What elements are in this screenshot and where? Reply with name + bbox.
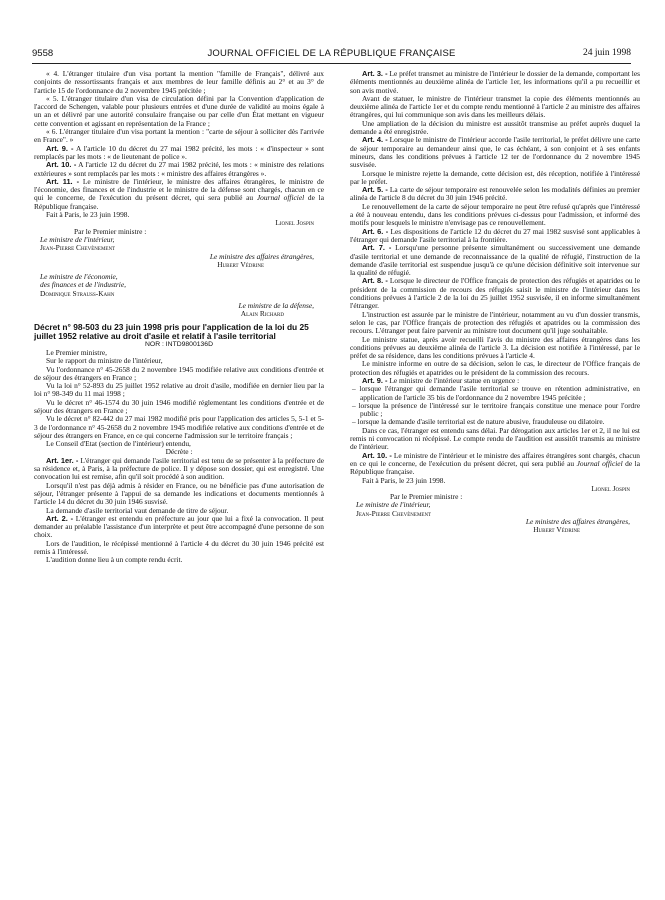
journal-reference: Journal officiel — [576, 458, 623, 468]
par-le-premier-ministre: Par le Premier ministre : — [74, 226, 147, 236]
issue-date: 24 juin 1998 — [582, 48, 631, 58]
article-label: Art. 10. - — [46, 160, 77, 170]
paragraph: « 4. L'étranger titulaire d'un visa portant la mention "famille de Français", délivré aux conjoints de ressortissants français et aux membres de leur famille définis au 2° et au 3° de l'article 15 de l'ordonnance du 2 novembre 1945 précitée ; — [34, 69, 324, 95]
article-6 — [350, 228, 640, 245]
article-label: Art. 2. - — [46, 513, 74, 523]
paragraph: La demande d'asile territorial vaut demande de titre de séjour. — [46, 505, 229, 515]
article-label: Art. 1er. - — [46, 455, 79, 465]
paragraph: Dans ce cas, l'étranger est entendu sans délai. Par dérogation aux articles 1er et 2, il ne lui est remis ni convocation ni récépissé. Le compte rendu de l'audition est aussitôt transmis au ministre de l'intérieur. — [350, 425, 640, 452]
minister-defense-name: Alain Richard — [240, 309, 284, 319]
paragraph: Avant de statuer, le ministre de l'intérieur transmet la copie des éléments mentionnés au deuxième alinéa de l'article 1er et du compte rendu mentionné à l'article 2 au ministre des affaires étrangères, qui lui communique son avis dans les meilleurs délais. — [350, 93, 640, 120]
signature-prime-minister: Lionel Jospin — [591, 483, 630, 493]
article-10 — [34, 161, 324, 178]
article-label: Art. 8. - — [362, 276, 388, 286]
article-text: de la République française. — [34, 193, 324, 211]
article-10 — [350, 452, 640, 477]
decrete-heading: Décrète : — [165, 447, 193, 457]
minister-interior-title: Le ministre de l'intérieur, — [356, 500, 431, 510]
article-11 — [34, 178, 324, 211]
article-text: de la République française. — [350, 458, 640, 477]
minister-interior-name: Jean-Pierre Chevènement — [356, 508, 432, 518]
minister-interior-name: Jean-Pierre Chevènement — [40, 243, 116, 253]
article-7 — [350, 244, 640, 277]
article-text: Lorsque le ministre de l'intérieur accorde l'asile territorial, le préfet délivre une carte de séjour temporaire au demandeur ainsi que, le cas échéant, à son conjoint et à ses enfants mineurs, dans les conditions prévues à l'article 12 ter de l'ordonnance du 2 novembre 1945 susvisée. — [350, 135, 640, 170]
paragraph: L'instruction est assurée par le ministre de l'intérieur, notamment au vu d'un dossier transmis, selon le cas, par l'Office français de protection des réfugiés et apatrides ou la commission des recours. L'étranger peut faire parvenir au ministre tout document qu'il juge souhaitable. — [350, 309, 640, 336]
list-item: – lorsque la présence de l'intéressé sur le territoire français constitue une menace pour l'ordre public ; — [352, 400, 640, 419]
article-text: A l'article 12 du décret du 27 mai 1982 précité, les mots : « ministre des relations extérieures » sont remplacés par les mots : « ministre des affaires étrangères ». — [34, 160, 325, 178]
left-column — [34, 70, 324, 565]
article-label: Art. 4. - — [362, 135, 388, 145]
paragraph: Lors de l'audition, le récépissé mentionné à l'article 4 du décret du 30 juin 1946 précité est remis à l'intéressé. — [34, 538, 324, 557]
journal-title: JOURNAL OFFICIEL DE LA RÉPUBLIQUE FRANÇAISE — [207, 48, 456, 59]
minister-foreign-name: Hubert Védrine — [217, 259, 264, 269]
paragraph: « 5. L'étranger titulaire d'un visa de circulation défini par la Convention d'application de l'accord de Schengen, valable pour plusieurs entrées et d'une durée de validité au moins égale à un an et délivré par une autorité consulaire française ou par celle d'un État mettant en vigueur cette convention et agissant en représentation de la France ; — [34, 93, 324, 128]
minister-interior-title: Le ministre de l'intérieur, — [40, 234, 115, 244]
paragraph: Lorsqu'il n'est pas déjà admis à résider en France, ou ne bénéficie pas d'une autorisation de séjour, l'étranger présente à l'appui de sa demande les indications et documents mentionnés à l'article 14 du décret du 30 juin 1946 susvisé. — [34, 480, 324, 507]
article-text: L'étranger qui demande l'asile territorial est tenu de se présenter à la préfecture de sa résidence et, à Paris, à la préfecture de police. Il y dépose son dossier, qui est enregistré. Une convocation lui est remise, afin qu'il soit procédé à son audition. — [34, 455, 324, 482]
article-text: Lorsque le directeur de l'Office français de protection des réfugiés et apatrides ou le président de la commission de recours des réfugiés saisit le ministre de l'intérieur dans les conditions prévues à l'article 2 de la loi du 25 juillet 1952 susvisée, il en informe simultanément l'étranger. — [350, 276, 640, 311]
list-item: – lorsque la demande d'asile territorial est de nature abusive, frauduleuse ou dilatoire. — [352, 417, 605, 427]
article-label: Art. 7. - — [362, 243, 392, 253]
paragraph: Le Premier ministre, — [46, 347, 107, 357]
article-label: Art. 9. - — [46, 143, 74, 153]
article-label: Art. 11. - — [46, 176, 80, 186]
paragraph: L'audition donne lieu à un compte rendu écrit. — [46, 555, 183, 565]
nor-reference: NOR : INTD9800136D — [145, 340, 213, 348]
paragraph: Vu le décret n° 46-1574 du 30 juin 1946 modifié réglementant les conditions d'entrée et de séjour des étrangers en France ; — [34, 397, 324, 415]
article-label: Art. 10. - — [362, 450, 392, 460]
header-rule — [32, 63, 631, 64]
list-item: – lorsque l'étranger qui demande l'asile territorial se trouve en rétention administrative, en application de l'article 35 bis de l'ordonnance du 2 novembre 1945 précitée ; — [352, 384, 640, 402]
page-header — [32, 48, 631, 62]
paragraph: « 6. L'étranger titulaire d'un visa portant la mention : "carte de séjour à solliciter dès l'arrivée en France". » — [34, 127, 324, 145]
article-4 — [350, 136, 640, 169]
article-text: La carte de séjour temporaire est renouvelée selon les modalités définies au premier alinéa de l'article 8 du décret du 30 juin 1946 précité. — [350, 185, 640, 203]
fait-a-paris: Fait à Paris, le 23 juin 1998. — [46, 210, 130, 220]
par-le-premier-ministre: Par le Premier ministre : — [390, 492, 463, 502]
signature-prime-minister: Lionel Jospin — [275, 218, 314, 228]
paragraph: Lorsque le ministre rejette la demande, cette décision est, dès réception, notifiée à l'intéressé par le préfet. — [350, 168, 640, 186]
page-number: 9558 — [32, 48, 54, 59]
minister-foreign-name: Hubert Védrine — [533, 525, 580, 535]
article-text: Le préfet transmet au ministre de l'intérieur le dossier de la demande, comportant les éléments mentionnés au deuxième alinéa de l'article 1er, les informations qu'il a pu recueillir et son avis motivé. — [350, 69, 640, 95]
article-label: Art. 9. - — [362, 375, 388, 385]
paragraph: Vu la loi n° 52-893 du 25 juillet 1952 relative au droit d'asile, modifiée en dernier lieu par la loi n° 98-349 du 11 mai 1998 ; — [34, 381, 324, 399]
journal-reference: Journal officiel — [256, 193, 305, 203]
article-text: Le ministre de l'intérieur et le ministre des affaires étrangères sont chargés, chacun en ce qui le concerne, de l'exécution du présent décret, qui sera publié au — [350, 450, 640, 468]
paragraph: Le Conseil d'Etat (section de l'intérieur) entendu, — [46, 439, 191, 449]
article-text: L'étranger est entendu en préfecture au jour que lui a fixé la convocation. Il peut demander au préalable l'assistance d'un interprète et peut être accompagné d'une personne de son choix. — [34, 513, 324, 540]
fait-a-paris: Fait à Paris, le 23 juin 1998. — [362, 475, 446, 485]
minister-foreign-title: Le ministre des affaires étrangères, — [209, 251, 314, 261]
article-text: Le ministre de l'intérieur, le ministre des affaires étrangères, le ministre de l'économie, des finances et de l'industrie et le ministre de la défense sont chargés, chacun en ce qui le concerne, de l'exécution du présent décret, qui sera publié au — [34, 176, 324, 203]
article-text: A l'article 10 du décret du 27 mai 1982 précité, les mots : « d'inspecteur » sont remplacés par les mots : « de lieutenant de police ». — [34, 143, 325, 161]
paragraph: Le ministre statue, après avoir recueilli l'avis du ministre des affaires étrangères dans les conditions prévues au deuxième alinéa de l'article 3. La décision est notifiée à l'intéressé, par le préfet de sa résidence, dans les conditions prévues à l'article 4. — [350, 334, 640, 361]
paragraph: Une ampliation de la décision du ministre est aussitôt transmise au préfet auprès duquel la demande a été enregistrée. — [350, 118, 640, 137]
article-label: Art. 3. - — [362, 69, 388, 78]
article-text: Lorsqu'une personne présente simultanément ou successivement une demande d'asile territorial et une demande de reconnaissance de la qualité de réfugié, l'instruction de la demande d'asile territorial est suspendue jusqu'à ce qu'une décision définitive soit intervenue sur la qualité de réfugié. — [350, 243, 640, 278]
paragraph: Sur le rapport du ministre de l'intérieur, — [46, 356, 163, 366]
article-9 — [34, 145, 324, 162]
article-text: Les dispositions de l'article 12 du décret du 27 mai 1982 susvisé sont applicables à l'étranger qui demande l'asile territorial à la frontière. — [350, 226, 641, 244]
minister-economy-title: des finances et de l'industrie, — [40, 280, 126, 290]
paragraph: Vu le décret n° 82-442 du 27 mai 1982 modifié pris pour l'application des articles 5, 5-1 et 5-3 de l'ordonnance n° 45-2658 du 2 novembre 1945 modifiée relative aux conditions d'entrée et de séjour des étrangers en France, en ce qui concerne l'admission sur le territoire français ; — [34, 414, 324, 440]
decree-title: Décret n° 98-503 du 23 juin 1998 pris pour l'application de la loi du 25 juillet 1952 relative au droit d'asile et relatif à l'asile territorial — [34, 321, 309, 341]
paragraph: Le renouvellement de la carte de séjour temporaire ne peut être refusé qu'après que l'intéressé a été à nouveau entendu, dans les conditions prévues ci-dessus pour l'admission, et informé des motifs pour lesquels le ministre n'envisage pas ce renouvellement. — [350, 201, 640, 228]
article-label: Art. 6. - — [362, 226, 389, 236]
article-1 — [34, 457, 324, 482]
article-3 — [350, 70, 640, 95]
article-8 — [350, 277, 640, 310]
article-5 — [350, 186, 640, 203]
minister-defense-title: Le ministre de la défense, — [238, 301, 314, 311]
article-2 — [34, 515, 324, 540]
minister-economy-name: Dominique Strauss-Kahn — [40, 288, 115, 298]
paragraph: Le ministre informe en outre de sa décision, selon le cas, le directeur de l'Office français de protection des réfugiés et apatrides ou le président de la commission des recours. — [350, 359, 640, 377]
minister-foreign-title: Le ministre des affaires étrangères, — [525, 517, 630, 527]
minister-economy-title: Le ministre de l'économie, — [40, 272, 118, 282]
paragraph: Vu l'ordonnance n° 45-2658 du 2 novembre 1945 modifiée relative aux conditions d'entrée et de séjour des étrangers en France ; — [34, 364, 324, 382]
article-label: Art. 5. - — [362, 185, 388, 195]
article-text: Le ministre de l'intérieur statue en urgence : — [387, 375, 520, 385]
right-column — [350, 70, 640, 535]
